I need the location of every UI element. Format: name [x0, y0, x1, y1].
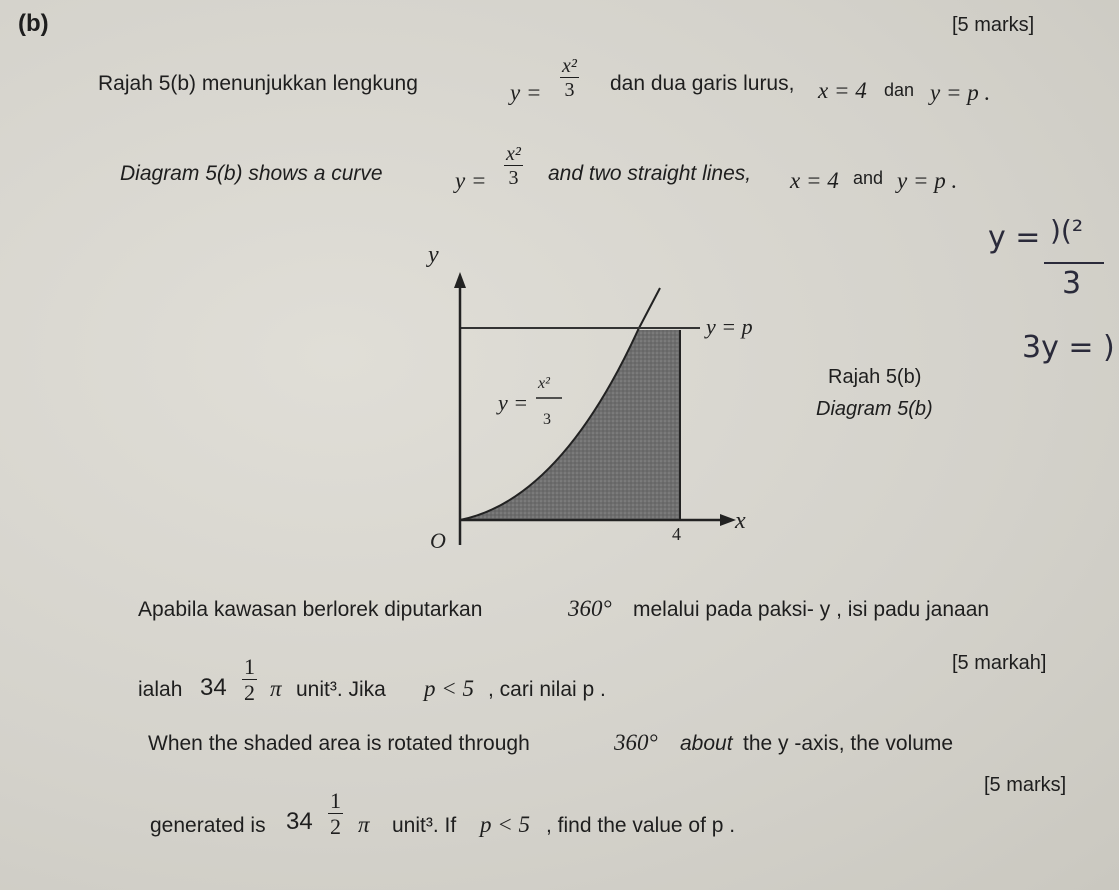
malay-eq-lhs: y = — [510, 80, 542, 105]
english-line-x: x = 4 — [790, 168, 839, 193]
english-condition: p < 5 — [480, 812, 531, 837]
handwriting-denominator: 3 — [1062, 266, 1082, 301]
x-tick-label: 4 — [672, 524, 681, 544]
malay-volume-unit: unit³. Jika — [296, 678, 386, 701]
malay-conj: dan — [884, 80, 915, 100]
curve-label-den: 3 — [543, 411, 551, 428]
malay-volume-whole: 34 — [200, 674, 227, 701]
english-intro-mid: and two straight lines, — [548, 162, 752, 185]
y-axis-label: y — [428, 242, 439, 268]
caption-malay: Rajah 5(b) — [828, 366, 922, 388]
english-volume-fraction — [328, 790, 343, 838]
english-question-line1-end: the y -axis, the volume — [743, 732, 954, 755]
malay-question-line2-start: ialah — [138, 678, 183, 701]
malay-volume-frac-den: 2 — [244, 680, 255, 705]
malay-eq-numerator: x² — [562, 55, 577, 77]
english-question-line1: When the shaded area is rotated through — [148, 732, 530, 755]
malay-intro-text: Rajah 5(b) menunjukkan lengkung — [98, 72, 418, 95]
english-volume-unit: unit³. If — [392, 814, 457, 837]
handwriting-lhs: y = — [988, 220, 1041, 255]
handwriting-fraction-bar — [1044, 262, 1104, 264]
malay-line-y: y = p . — [930, 80, 991, 105]
handwriting-numerator: )(² — [1050, 214, 1084, 247]
malay-question-angle: 360° — [568, 596, 612, 621]
x-axis-label: x — [735, 508, 746, 534]
malay-volume-pi: π — [270, 676, 282, 701]
english-volume-pi: π — [358, 812, 370, 837]
curve-label-lhs: y = — [498, 390, 529, 415]
malay-volume-frac-num: 1 — [244, 654, 255, 679]
english-question-line2-end: , find the value of p . — [546, 814, 736, 837]
malay-intro-mid: dan dua garis lurus, — [610, 72, 795, 95]
malay-question-line1: Apabila kawasan berlorek diputarkan — [138, 598, 483, 621]
malay-volume-fraction — [242, 656, 257, 704]
english-volume-frac-num: 1 — [330, 788, 341, 813]
curve-label-num: x² — [538, 375, 550, 392]
malay-question-line2-end: , cari nilai p . — [488, 678, 606, 701]
english-volume-frac-den: 2 — [330, 814, 341, 839]
english-question-line2-start: generated is — [150, 814, 266, 837]
y-axis-arrow — [454, 272, 466, 288]
english-volume-whole: 34 — [286, 808, 313, 835]
handwriting-line2: 3y = ) — [1022, 330, 1115, 365]
malay-condition: p < 5 — [424, 676, 475, 701]
malay-line-x: x = 4 — [818, 78, 867, 103]
origin-label: O — [430, 528, 446, 553]
english-eq-numerator: x² — [506, 143, 521, 165]
malay-question-line1-end: melalui pada paksi- y , isi padu janaan — [633, 598, 990, 621]
english-marks: [5 marks] — [984, 774, 1067, 796]
marks-label: [5 marks] — [952, 14, 1035, 36]
malay-eq-denominator: 3 — [564, 79, 575, 101]
english-line-y: y = p . — [897, 168, 958, 193]
english-conj: and — [853, 168, 884, 188]
caption-english: Diagram 5(b) — [816, 398, 933, 420]
part-label: (b) — [18, 10, 49, 37]
english-intro-text: Diagram 5(b) shows a curve — [120, 162, 383, 185]
english-question-about: about — [680, 732, 733, 755]
line-y-p-label: y = p — [706, 314, 753, 339]
english-eq-denominator: 3 — [508, 167, 519, 189]
shaded-region — [460, 330, 680, 520]
english-question-angle: 360° — [614, 730, 658, 755]
english-eq-lhs: y = — [455, 168, 487, 193]
x-axis-arrow — [720, 514, 736, 526]
malay-marks: [5 markah] — [952, 652, 1047, 674]
